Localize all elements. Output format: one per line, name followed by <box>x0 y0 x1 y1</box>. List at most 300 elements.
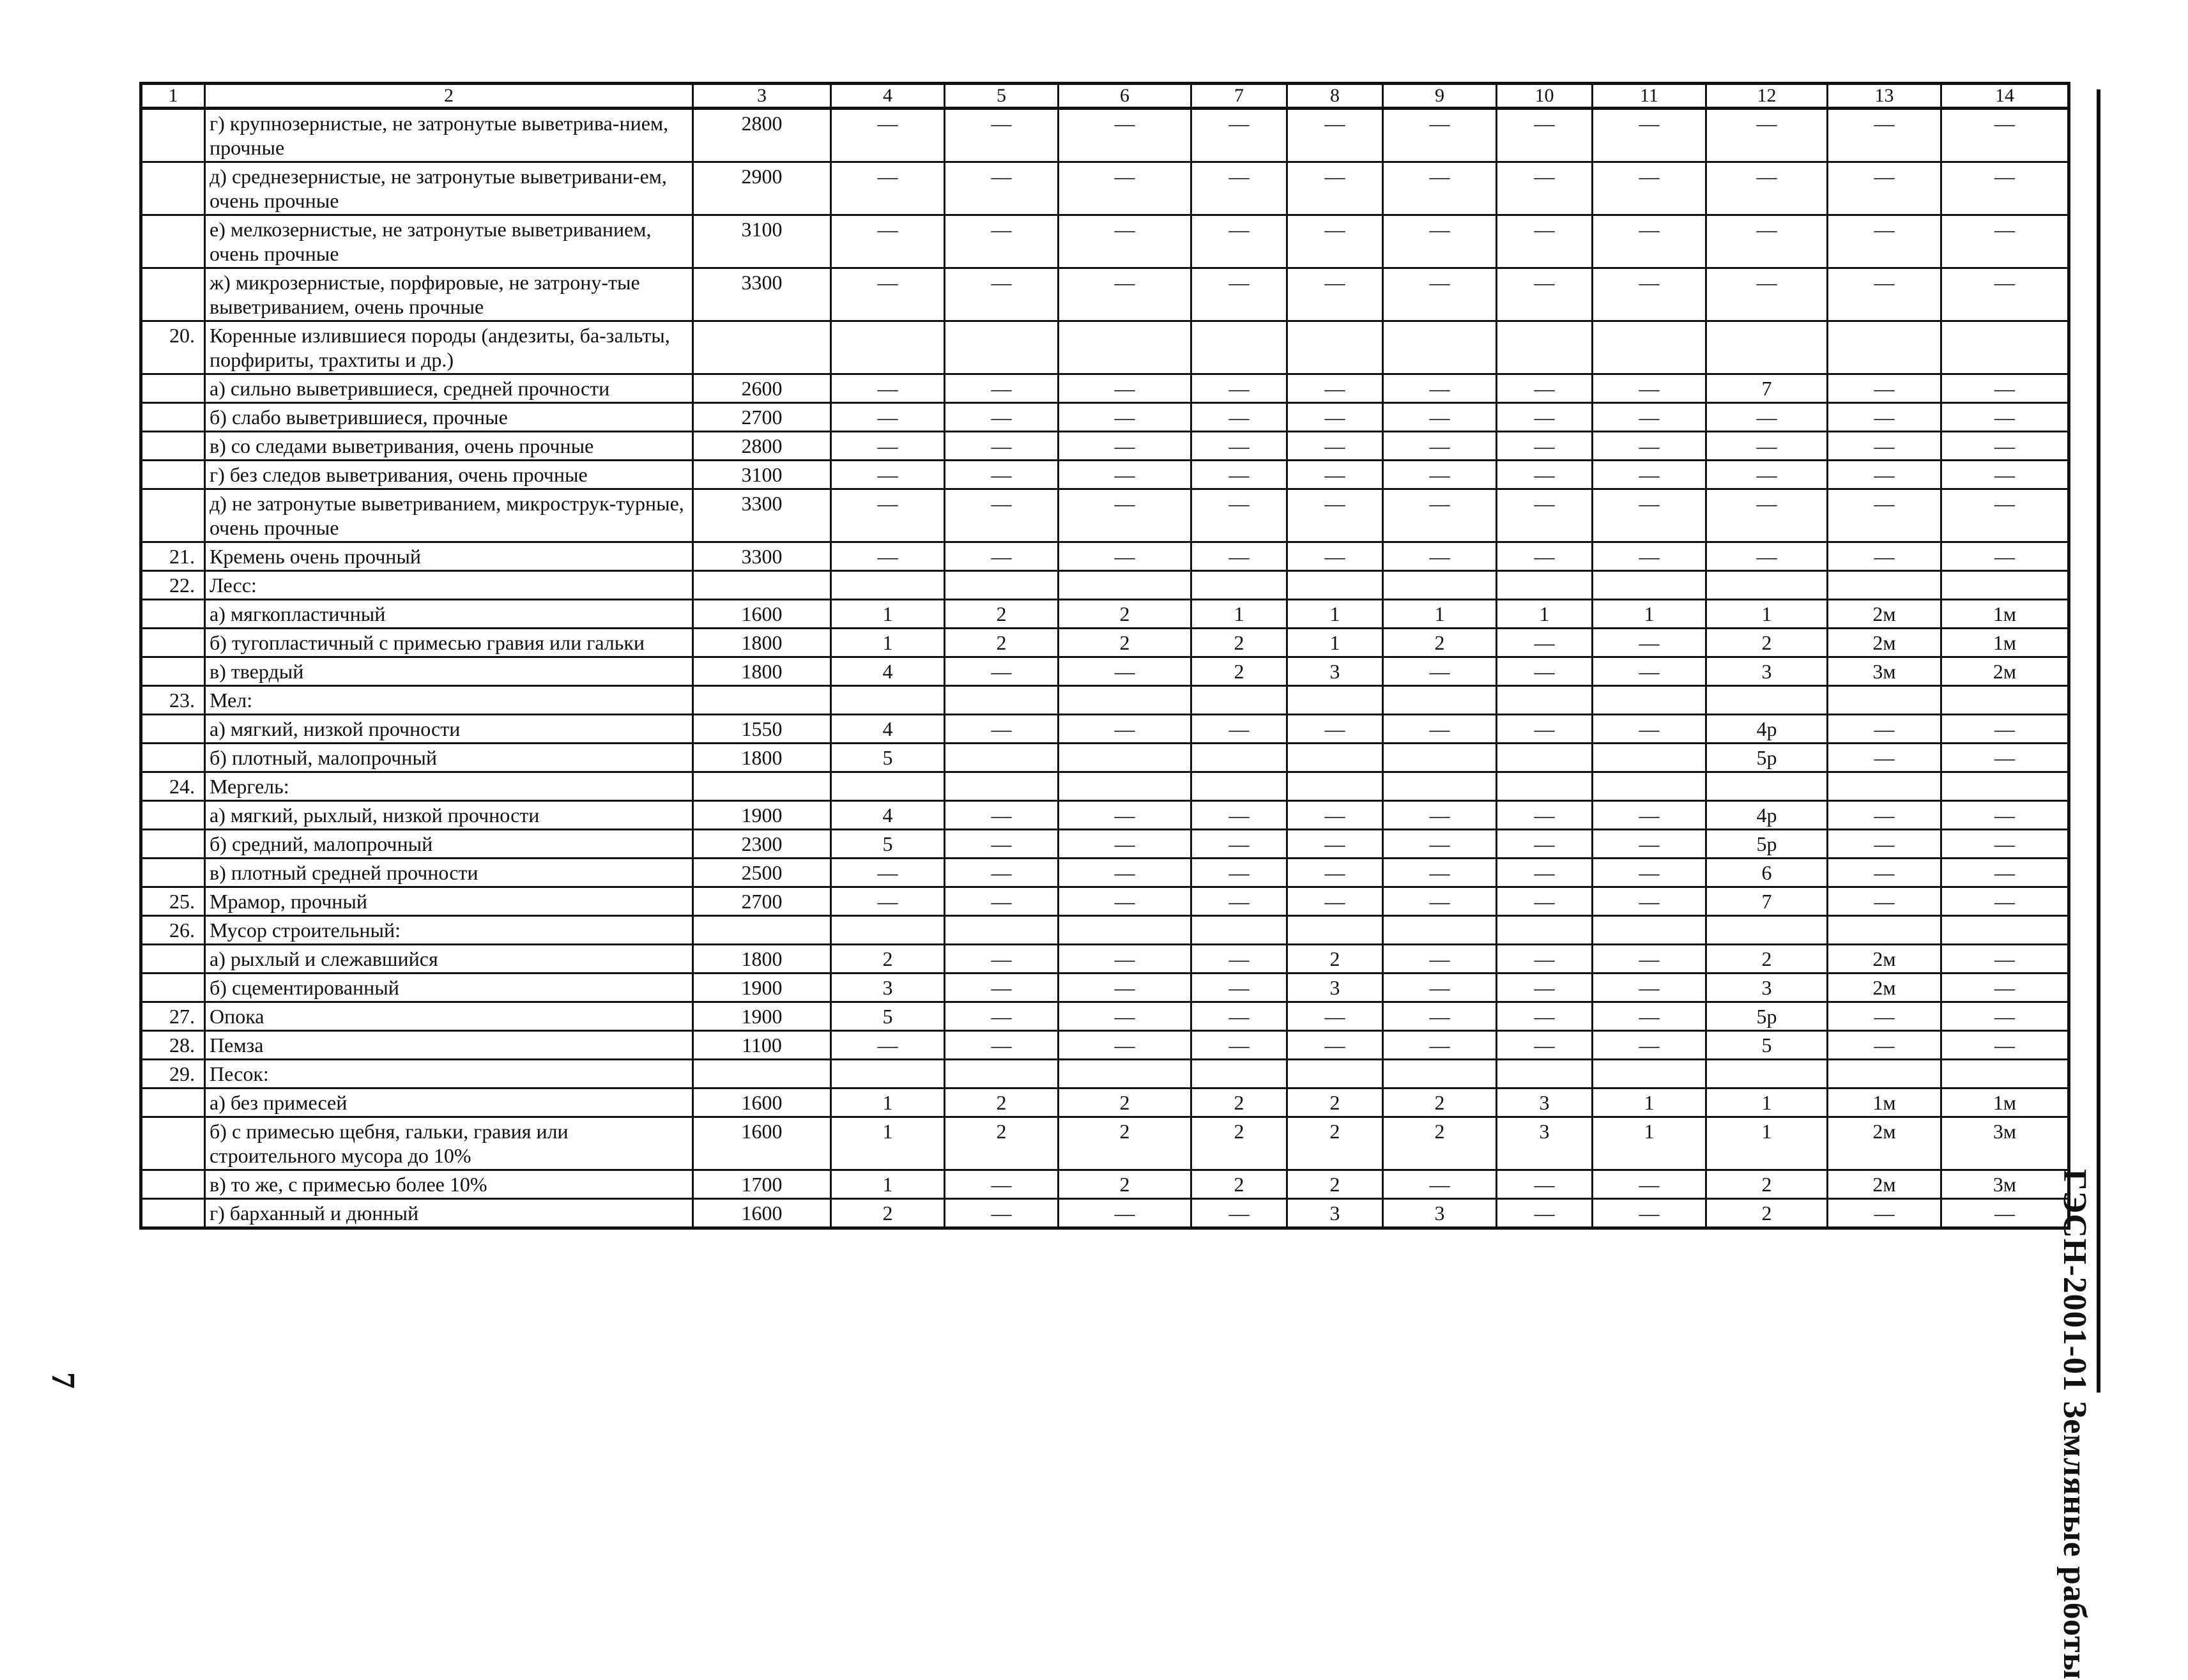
table-row <box>141 403 2069 432</box>
group-cell-col-11: — <box>1593 1199 1706 1228</box>
row-number: 20. <box>141 321 205 374</box>
density-value: 1900 <box>693 1002 831 1031</box>
density-value: 2300 <box>693 830 831 859</box>
group-cell-col-10: — <box>1497 268 1593 321</box>
group-cell-col-10 <box>1497 686 1593 715</box>
group-cell-col-4: — <box>831 432 945 461</box>
column-number-row <box>141 84 2069 109</box>
group-cell-col-10 <box>1497 772 1593 801</box>
density-value: 2700 <box>693 403 831 432</box>
group-cell-col-13: 2м <box>1828 974 1941 1002</box>
group-cell-col-12: 6 <box>1706 859 1828 887</box>
group-cell-col-9 <box>1383 744 1497 772</box>
group-cell-col-7: 1 <box>1191 600 1287 629</box>
group-cell-col-14: — <box>1941 109 2069 162</box>
group-cell-col-11: — <box>1593 268 1706 321</box>
group-cell-col-4: — <box>831 461 945 489</box>
group-cell-col-7: — <box>1191 461 1287 489</box>
group-cell-col-8: — <box>1287 403 1383 432</box>
group-cell-col-4: — <box>831 1031 945 1060</box>
group-cell-col-13 <box>1828 571 1941 600</box>
group-cell-col-5: 2 <box>945 629 1059 657</box>
group-cell-col-11 <box>1593 916 1706 945</box>
density-value: 1550 <box>693 715 831 744</box>
group-cell-col-8: — <box>1287 374 1383 403</box>
group-cell-col-12: 2 <box>1706 1199 1828 1228</box>
group-cell-col-13: 1м <box>1828 1088 1941 1117</box>
group-cell-col-6: — <box>1059 542 1191 571</box>
group-cell-col-14: — <box>1941 744 2069 772</box>
page-number: 7 <box>45 1372 81 1389</box>
density-value: 2900 <box>693 162 831 215</box>
group-cell-col-7: — <box>1191 432 1287 461</box>
density-value <box>693 772 831 801</box>
column-header-1: 1 <box>141 84 205 109</box>
group-cell-col-4: — <box>831 374 945 403</box>
group-cell-col-10: — <box>1497 461 1593 489</box>
group-cell-col-8: 3 <box>1287 1199 1383 1228</box>
group-cell-col-8 <box>1287 321 1383 374</box>
group-cell-col-7: — <box>1191 801 1287 830</box>
table-row <box>141 489 2069 542</box>
density-value: 1100 <box>693 1031 831 1060</box>
group-cell-col-9: 2 <box>1383 629 1497 657</box>
group-cell-col-14: — <box>1941 859 2069 887</box>
group-cell-col-5: — <box>945 374 1059 403</box>
table-row <box>141 830 2069 859</box>
soil-description: Песок: <box>205 1060 693 1088</box>
row-number <box>141 1170 205 1199</box>
group-cell-col-14: — <box>1941 1031 2069 1060</box>
group-cell-col-10 <box>1497 571 1593 600</box>
group-cell-col-13: — <box>1828 432 1941 461</box>
group-cell-col-9: 2 <box>1383 1117 1497 1170</box>
soil-description: Коренные излившиеся породы (андезиты, ба-зальты, порфириты, трахтиты и др.) <box>205 321 693 374</box>
group-cell-col-12: 2 <box>1706 629 1828 657</box>
group-cell-col-11 <box>1593 772 1706 801</box>
group-cell-col-5: — <box>945 268 1059 321</box>
group-cell-col-10: 1 <box>1497 600 1593 629</box>
column-header-4: 4 <box>831 84 945 109</box>
group-cell-col-5: — <box>945 887 1059 916</box>
group-cell-col-10: — <box>1497 489 1593 542</box>
group-cell-col-14: — <box>1941 542 2069 571</box>
group-cell-col-8 <box>1287 744 1383 772</box>
row-number <box>141 1088 205 1117</box>
group-cell-col-6: — <box>1059 1199 1191 1228</box>
row-number <box>141 945 205 974</box>
soil-description: Пемза <box>205 1031 693 1060</box>
group-cell-col-4 <box>831 571 945 600</box>
group-cell-col-10: — <box>1497 801 1593 830</box>
group-cell-col-4: 4 <box>831 715 945 744</box>
group-cell-col-7 <box>1191 686 1287 715</box>
group-cell-col-6: 2 <box>1059 1170 1191 1199</box>
group-cell-col-13: — <box>1828 744 1941 772</box>
group-cell-col-8: — <box>1287 715 1383 744</box>
group-cell-col-7: — <box>1191 109 1287 162</box>
group-cell-col-5: — <box>945 403 1059 432</box>
row-number <box>141 830 205 859</box>
soil-description: а) без примесей <box>205 1088 693 1117</box>
group-cell-col-5: — <box>945 830 1059 859</box>
group-cell-col-14: — <box>1941 945 2069 974</box>
group-cell-col-11: — <box>1593 859 1706 887</box>
group-cell-col-6: — <box>1059 859 1191 887</box>
group-cell-col-12 <box>1706 686 1828 715</box>
group-cell-col-4 <box>831 1060 945 1088</box>
group-cell-col-9: 2 <box>1383 1088 1497 1117</box>
density-value: 3100 <box>693 461 831 489</box>
group-cell-col-14: 3м <box>1941 1170 2069 1199</box>
soil-description: а) мягкопластичный <box>205 600 693 629</box>
group-cell-col-13: 2м <box>1828 1117 1941 1170</box>
group-cell-col-9: — <box>1383 1002 1497 1031</box>
column-header-9: 9 <box>1383 84 1497 109</box>
group-cell-col-4: — <box>831 268 945 321</box>
group-cell-col-14: — <box>1941 403 2069 432</box>
group-cell-col-5: — <box>945 974 1059 1002</box>
group-cell-col-13: 2м <box>1828 629 1941 657</box>
group-cell-col-7 <box>1191 321 1287 374</box>
group-cell-col-4: — <box>831 162 945 215</box>
group-cell-col-7: — <box>1191 1031 1287 1060</box>
group-cell-col-12 <box>1706 772 1828 801</box>
table-row <box>141 571 2069 600</box>
group-cell-col-4: — <box>831 859 945 887</box>
group-cell-col-11 <box>1593 686 1706 715</box>
group-cell-col-5: — <box>945 489 1059 542</box>
column-header-11: 11 <box>1593 84 1706 109</box>
group-cell-col-10: — <box>1497 1170 1593 1199</box>
group-cell-col-12: 4р <box>1706 801 1828 830</box>
group-cell-col-8 <box>1287 571 1383 600</box>
group-cell-col-5 <box>945 772 1059 801</box>
density-value: 1900 <box>693 801 831 830</box>
group-cell-col-12: 7 <box>1706 374 1828 403</box>
group-cell-col-11: — <box>1593 162 1706 215</box>
group-cell-col-14: — <box>1941 830 2069 859</box>
row-number <box>141 974 205 1002</box>
group-cell-col-7: — <box>1191 374 1287 403</box>
group-cell-col-8: 3 <box>1287 657 1383 686</box>
group-cell-col-9 <box>1383 916 1497 945</box>
group-cell-col-13: 3м <box>1828 657 1941 686</box>
table-row <box>141 887 2069 916</box>
group-cell-col-12: 1 <box>1706 1117 1828 1170</box>
column-header-10: 10 <box>1497 84 1593 109</box>
group-cell-col-4: — <box>831 109 945 162</box>
group-cell-col-13: — <box>1828 403 1941 432</box>
table-body <box>141 109 2069 1228</box>
group-cell-col-4 <box>831 772 945 801</box>
group-cell-col-11: — <box>1593 489 1706 542</box>
density-value: 2800 <box>693 109 831 162</box>
group-cell-col-8: 3 <box>1287 974 1383 1002</box>
group-cell-col-11: — <box>1593 830 1706 859</box>
group-cell-col-5: — <box>945 162 1059 215</box>
group-cell-col-11: — <box>1593 1170 1706 1199</box>
group-cell-col-9 <box>1383 571 1497 600</box>
group-cell-col-7: — <box>1191 974 1287 1002</box>
group-cell-col-4: — <box>831 542 945 571</box>
group-cell-col-12: 2 <box>1706 1170 1828 1199</box>
group-cell-col-4 <box>831 321 945 374</box>
group-cell-col-10: — <box>1497 859 1593 887</box>
group-cell-col-13: — <box>1828 1199 1941 1228</box>
group-cell-col-9: 1 <box>1383 600 1497 629</box>
group-cell-col-11: — <box>1593 461 1706 489</box>
group-cell-col-9: — <box>1383 215 1497 268</box>
group-cell-col-6: — <box>1059 374 1191 403</box>
group-cell-col-5: — <box>945 801 1059 830</box>
group-cell-col-11: — <box>1593 432 1706 461</box>
group-cell-col-9: — <box>1383 887 1497 916</box>
group-cell-col-11: — <box>1593 542 1706 571</box>
soil-description: Мрамор, прочный <box>205 887 693 916</box>
table-row <box>141 600 2069 629</box>
table-row <box>141 268 2069 321</box>
group-cell-col-13: — <box>1828 162 1941 215</box>
soil-description: б) плотный, малопрочный <box>205 744 693 772</box>
group-cell-col-5: — <box>945 1002 1059 1031</box>
table-row <box>141 974 2069 1002</box>
group-cell-col-14 <box>1941 1060 2069 1088</box>
group-cell-col-13: — <box>1828 542 1941 571</box>
density-value: 2500 <box>693 859 831 887</box>
group-cell-col-11: — <box>1593 801 1706 830</box>
row-number: 26. <box>141 916 205 945</box>
table-row <box>141 772 2069 801</box>
group-cell-col-13: — <box>1828 489 1941 542</box>
row-number: 24. <box>141 772 205 801</box>
group-cell-col-4: 1 <box>831 629 945 657</box>
soil-description: в) твердый <box>205 657 693 686</box>
group-cell-col-12: 1 <box>1706 1088 1828 1117</box>
group-cell-col-13: — <box>1828 830 1941 859</box>
group-cell-col-8 <box>1287 916 1383 945</box>
soil-description: Мусор строительный: <box>205 916 693 945</box>
group-cell-col-4: 2 <box>831 1199 945 1228</box>
group-cell-col-10: — <box>1497 1199 1593 1228</box>
soil-description: б) с примесью щебня, гальки, гравия или строительного мусора до 10% <box>205 1117 693 1170</box>
soil-description: е) мелкозернистые, не затронутые выветриванием, очень прочные <box>205 215 693 268</box>
table-row <box>141 801 2069 830</box>
group-cell-col-9 <box>1383 1060 1497 1088</box>
group-cell-col-9: — <box>1383 489 1497 542</box>
density-value <box>693 916 831 945</box>
group-cell-col-12: 2 <box>1706 945 1828 974</box>
row-number: 22. <box>141 571 205 600</box>
column-header-3: 3 <box>693 84 831 109</box>
group-cell-col-14 <box>1941 686 2069 715</box>
row-number <box>141 109 205 162</box>
group-cell-col-14: — <box>1941 215 2069 268</box>
group-cell-col-13: — <box>1828 461 1941 489</box>
group-cell-col-5: — <box>945 109 1059 162</box>
soil-description: Мел: <box>205 686 693 715</box>
group-cell-col-5: — <box>945 1031 1059 1060</box>
row-number <box>141 1199 205 1228</box>
group-cell-col-10: — <box>1497 945 1593 974</box>
group-cell-col-4: 5 <box>831 830 945 859</box>
group-cell-col-7 <box>1191 772 1287 801</box>
group-cell-col-8: — <box>1287 489 1383 542</box>
group-cell-col-14: — <box>1941 715 2069 744</box>
table-row <box>141 686 2069 715</box>
group-cell-col-7 <box>1191 571 1287 600</box>
soil-description: а) рыхлый и слежавшийся <box>205 945 693 974</box>
group-cell-col-10: — <box>1497 657 1593 686</box>
group-cell-col-13: — <box>1828 374 1941 403</box>
column-header-2: 2 <box>205 84 693 109</box>
group-cell-col-8: 2 <box>1287 1117 1383 1170</box>
density-value: 1800 <box>693 744 831 772</box>
group-cell-col-7: — <box>1191 887 1287 916</box>
group-cell-col-10: — <box>1497 629 1593 657</box>
group-cell-col-5: — <box>945 1170 1059 1199</box>
group-cell-col-6: — <box>1059 715 1191 744</box>
group-cell-col-8: — <box>1287 162 1383 215</box>
group-cell-col-12: 5р <box>1706 744 1828 772</box>
row-number <box>141 268 205 321</box>
group-cell-col-7: 2 <box>1191 1170 1287 1199</box>
group-cell-col-11: 1 <box>1593 1117 1706 1170</box>
group-cell-col-13: 2м <box>1828 600 1941 629</box>
group-cell-col-6: — <box>1059 162 1191 215</box>
group-cell-col-5: — <box>945 432 1059 461</box>
group-cell-col-11: — <box>1593 887 1706 916</box>
table-row <box>141 374 2069 403</box>
row-number: 21. <box>141 542 205 571</box>
group-cell-col-8: 2 <box>1287 1170 1383 1199</box>
group-cell-col-10: — <box>1497 109 1593 162</box>
group-cell-col-6: — <box>1059 489 1191 542</box>
group-cell-col-14: 1м <box>1941 1088 2069 1117</box>
group-cell-col-14: — <box>1941 489 2069 542</box>
group-cell-col-14: — <box>1941 974 2069 1002</box>
group-cell-col-9 <box>1383 772 1497 801</box>
group-cell-col-9: — <box>1383 109 1497 162</box>
group-cell-col-14: — <box>1941 1002 2069 1031</box>
group-cell-col-6 <box>1059 571 1191 600</box>
group-cell-col-7: — <box>1191 945 1287 974</box>
group-cell-col-6: — <box>1059 268 1191 321</box>
column-header-12: 12 <box>1706 84 1828 109</box>
table-row <box>141 215 2069 268</box>
group-cell-col-11: — <box>1593 109 1706 162</box>
group-cell-col-4: 1 <box>831 1170 945 1199</box>
group-cell-col-10: — <box>1497 403 1593 432</box>
group-cell-col-11: — <box>1593 974 1706 1002</box>
table-row <box>141 916 2069 945</box>
group-cell-col-12: 1 <box>1706 600 1828 629</box>
group-cell-col-7: 2 <box>1191 629 1287 657</box>
soil-description: Лесс: <box>205 571 693 600</box>
group-cell-col-4: 2 <box>831 945 945 974</box>
group-cell-col-8: — <box>1287 1002 1383 1031</box>
group-cell-col-4: — <box>831 887 945 916</box>
density-value: 1800 <box>693 629 831 657</box>
density-value: 1600 <box>693 1199 831 1228</box>
soil-description: ж) микрозернистые, порфировые, не затрону-тые выветриванием, очень прочные <box>205 268 693 321</box>
group-cell-col-5 <box>945 571 1059 600</box>
group-cell-col-13: — <box>1828 887 1941 916</box>
group-cell-col-13: — <box>1828 268 1941 321</box>
group-cell-col-11: — <box>1593 374 1706 403</box>
group-cell-col-9 <box>1383 321 1497 374</box>
density-value: 3100 <box>693 215 831 268</box>
group-cell-col-11: 1 <box>1593 600 1706 629</box>
side-running-title: ГЭСН-2001-01 Земляные работы <box>2056 1169 2093 1680</box>
table-row <box>141 1002 2069 1031</box>
group-cell-col-14: — <box>1941 374 2069 403</box>
group-cell-col-10: — <box>1497 887 1593 916</box>
group-cell-col-5: — <box>945 657 1059 686</box>
density-value <box>693 571 831 600</box>
group-cell-col-7: 2 <box>1191 1117 1287 1170</box>
group-cell-col-6 <box>1059 744 1191 772</box>
group-cell-col-13: — <box>1828 801 1941 830</box>
group-cell-col-13: — <box>1828 215 1941 268</box>
density-value: 1900 <box>693 974 831 1002</box>
group-cell-col-12: — <box>1706 542 1828 571</box>
group-cell-col-11: — <box>1593 1031 1706 1060</box>
group-cell-col-8 <box>1287 772 1383 801</box>
group-cell-col-14 <box>1941 772 2069 801</box>
soil-description: а) сильно выветрившиеся, средней прочности <box>205 374 693 403</box>
group-cell-col-10: — <box>1497 1031 1593 1060</box>
group-cell-col-14: — <box>1941 268 2069 321</box>
soil-description: б) тугопластичный с примесью гравия или гальки <box>205 629 693 657</box>
group-cell-col-10: — <box>1497 1002 1593 1031</box>
soil-description: в) со следами выветривания, очень прочные <box>205 432 693 461</box>
group-cell-col-10: — <box>1497 215 1593 268</box>
group-cell-col-13: — <box>1828 109 1941 162</box>
group-cell-col-9: — <box>1383 657 1497 686</box>
density-value: 1700 <box>693 1170 831 1199</box>
group-cell-col-8: 1 <box>1287 600 1383 629</box>
group-cell-col-4 <box>831 686 945 715</box>
table-row <box>141 1060 2069 1088</box>
table-row <box>141 1088 2069 1117</box>
group-cell-col-9: 3 <box>1383 1199 1497 1228</box>
group-cell-col-12: — <box>1706 268 1828 321</box>
group-cell-col-10 <box>1497 916 1593 945</box>
group-cell-col-12: 4р <box>1706 715 1828 744</box>
row-number <box>141 489 205 542</box>
group-cell-col-6: 2 <box>1059 1117 1191 1170</box>
group-cell-col-12: — <box>1706 403 1828 432</box>
row-number <box>141 801 205 830</box>
group-cell-col-12: — <box>1706 109 1828 162</box>
row-number <box>141 715 205 744</box>
group-cell-col-10: 3 <box>1497 1088 1593 1117</box>
group-cell-col-9: — <box>1383 432 1497 461</box>
group-cell-col-6: — <box>1059 215 1191 268</box>
group-cell-col-6: 2 <box>1059 629 1191 657</box>
group-cell-col-11: — <box>1593 1002 1706 1031</box>
group-cell-col-13 <box>1828 321 1941 374</box>
group-cell-col-7: — <box>1191 1199 1287 1228</box>
group-cell-col-6: — <box>1059 461 1191 489</box>
group-cell-col-12: 3 <box>1706 974 1828 1002</box>
density-value: 2800 <box>693 432 831 461</box>
group-cell-col-7: — <box>1191 830 1287 859</box>
row-number: 28. <box>141 1031 205 1060</box>
group-cell-col-13 <box>1828 1060 1941 1088</box>
column-header-6: 6 <box>1059 84 1191 109</box>
